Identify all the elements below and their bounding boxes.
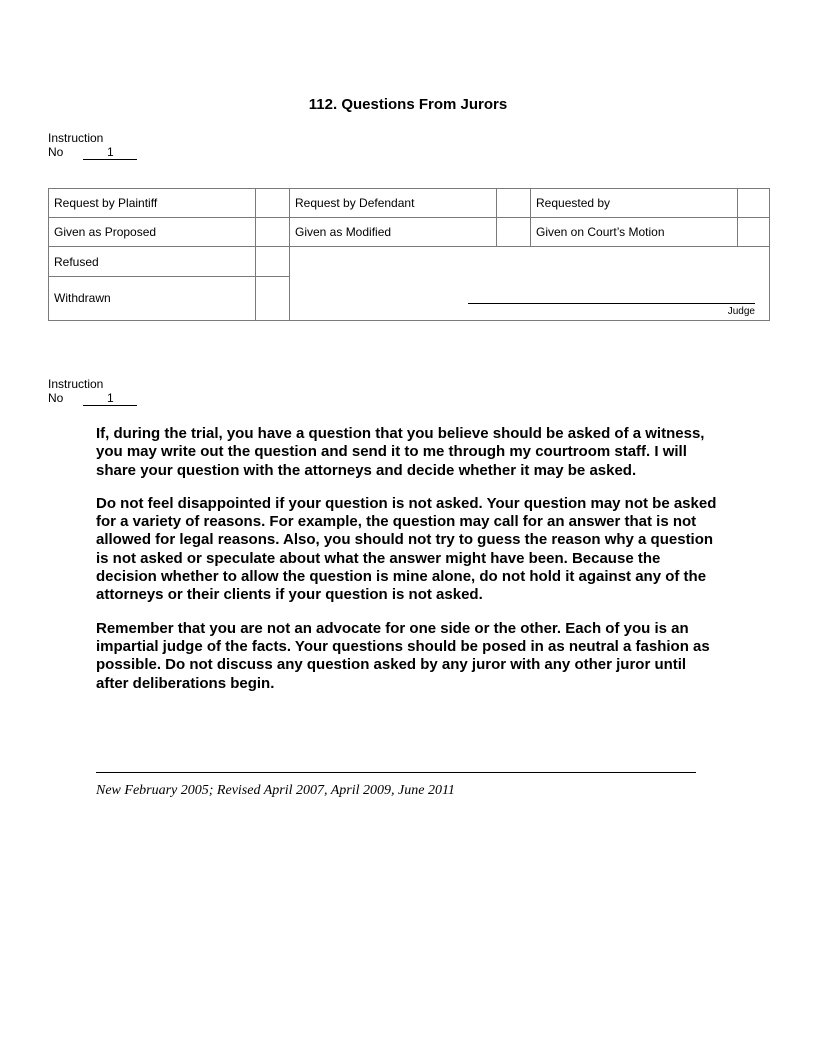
instruction-no-value: 1	[83, 392, 137, 406]
instruction-paragraph-3: Remember that you are not an advocate for one side or the other. Each of you is an impartial judge of the facts. Your questions should be posed in as neutral a fashion as possible. Do not discuss any question asked by any juror with any other juror until after deliberations begin.	[96, 619, 710, 692]
judge-signature-line[interactable]	[468, 303, 755, 304]
refused-checkbox[interactable]	[256, 247, 290, 276]
instruction-no-value: 1	[83, 146, 137, 160]
instruction-paragraph-2: Do not feel disappointed if your question is not asked. Your question may not be asked for a variety of reasons. For example, the question may call for an answer that is not allowed for legal reasons. Also, you should not try to guess the reason why a question is not asked or speculate about what the answer might have been. Because the decision whether to allow the question is mine alone, do not hold it against any of the attorneys or their clients if your question is not asked.	[96, 494, 717, 604]
instruction-disposition-table	[48, 188, 770, 321]
refused-label: Refused	[49, 247, 256, 276]
request-by-defendant-label: Request by Defendant	[290, 189, 497, 218]
instruction-body	[96, 425, 721, 708]
withdrawn-checkbox[interactable]	[256, 276, 290, 320]
withdrawn-label: Withdrawn	[49, 276, 256, 320]
page-title: 112. Questions From Jurors	[308, 96, 508, 113]
instruction-number-block-2	[48, 377, 137, 406]
instruction-no-label: No	[48, 391, 64, 405]
judge-signature-area	[290, 247, 770, 321]
request-by-plaintiff-checkbox[interactable]	[256, 189, 290, 218]
given-as-proposed-checkbox[interactable]	[256, 218, 290, 247]
given-on-courts-motion-checkbox[interactable]	[738, 218, 770, 247]
request-by-plaintiff-label: Request by Plaintiff	[49, 189, 256, 218]
request-by-defendant-checkbox[interactable]	[497, 189, 531, 218]
instruction-number-row	[48, 391, 137, 406]
requested-by-label: Requested by	[531, 189, 738, 218]
revision-history-note: New February 2005; Revised April 2007, April 2009, June 2011	[96, 783, 455, 798]
instruction-label: Instruction	[48, 131, 104, 145]
instruction-paragraph-1: If, during the trial, you have a question that you believe should be asked of a witness, you may write out the question and send it to me through my courtroom staff. I will share your question with the attorneys and decide whether it may be asked.	[96, 425, 705, 479]
given-as-proposed-label: Given as Proposed	[49, 218, 256, 247]
judge-label: Judge	[727, 306, 755, 317]
requested-by-checkbox[interactable]	[738, 189, 770, 218]
instruction-number-block	[48, 131, 137, 160]
given-as-modified-label: Given as Modified	[290, 218, 497, 247]
given-as-modified-checkbox[interactable]	[497, 218, 531, 247]
instruction-label: Instruction	[48, 377, 104, 391]
given-on-courts-motion-label: Given on Court’s Motion	[531, 218, 738, 247]
instruction-no-label: No	[48, 145, 64, 159]
divider-line	[96, 772, 696, 773]
instruction-number-row	[48, 145, 137, 160]
